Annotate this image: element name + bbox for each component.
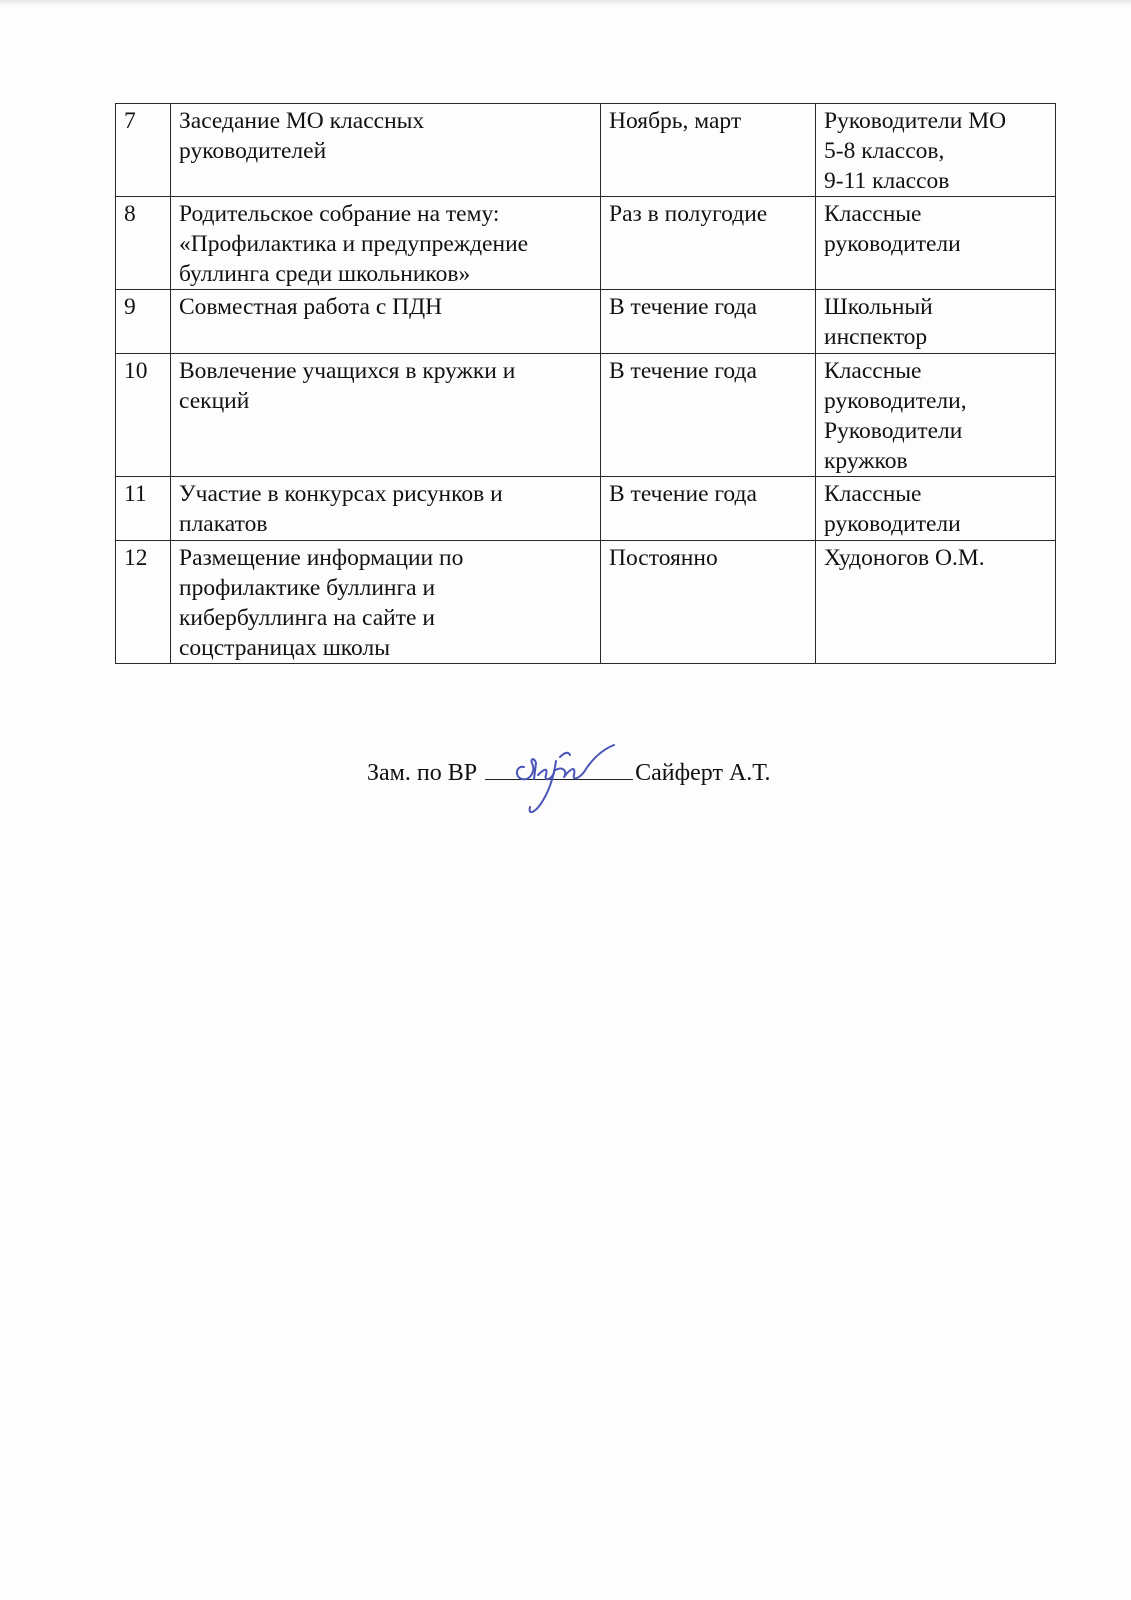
time-cell: В течение года xyxy=(601,290,816,354)
event-cell: Вовлечение учащихся в кружки и секций xyxy=(171,354,601,477)
event-cell: Совместная работа с ПДН xyxy=(171,290,601,354)
responsible-cell: Школьный инспектор xyxy=(816,290,1056,354)
table-row xyxy=(116,541,1056,664)
event-cell: Размещение информации по профилактике буллинга и кибербуллинга на сайте и соцстраницах школы xyxy=(171,541,601,664)
row-number: 7 xyxy=(116,104,171,197)
handwritten-signature-icon xyxy=(510,735,620,820)
row-number: 11 xyxy=(116,477,171,541)
row-number: 12 xyxy=(116,541,171,664)
table-row xyxy=(116,354,1056,477)
row-number: 8 xyxy=(116,197,171,290)
time-cell: В течение года xyxy=(601,477,816,541)
signer-name: Сайферт А.Т. xyxy=(635,760,771,786)
responsible-cell: Худоногов О.М. xyxy=(816,541,1056,664)
table-row xyxy=(116,197,1056,290)
events-table xyxy=(115,103,1056,664)
time-cell: Ноябрь, март xyxy=(601,104,816,197)
table-row xyxy=(116,477,1056,541)
position-label: Зам. по ВР xyxy=(367,760,478,786)
responsible-cell: Классные руководители xyxy=(816,477,1056,541)
row-number: 9 xyxy=(116,290,171,354)
responsible-cell: Классные руководители xyxy=(816,197,1056,290)
scan-edge xyxy=(0,0,1131,6)
event-cell: Участие в конкурсах рисунков и плакатов xyxy=(171,477,601,541)
time-cell: Постоянно xyxy=(601,541,816,664)
event-cell: Родительское собрание на тему: «Профилактика и предупреждение буллинга среди школьников» xyxy=(171,197,601,290)
row-number: 10 xyxy=(116,354,171,477)
event-cell: Заседание МО классных руководителей xyxy=(171,104,601,197)
time-cell: В течение года xyxy=(601,354,816,477)
responsible-cell: Руководители МО 5-8 классов, 9-11 классов xyxy=(816,104,1056,197)
table-row xyxy=(116,104,1056,197)
time-cell: Раз в полугодие xyxy=(601,197,816,290)
responsible-cell: Классные руководители, Руководители кружков xyxy=(816,354,1056,477)
table-row xyxy=(116,290,1056,354)
